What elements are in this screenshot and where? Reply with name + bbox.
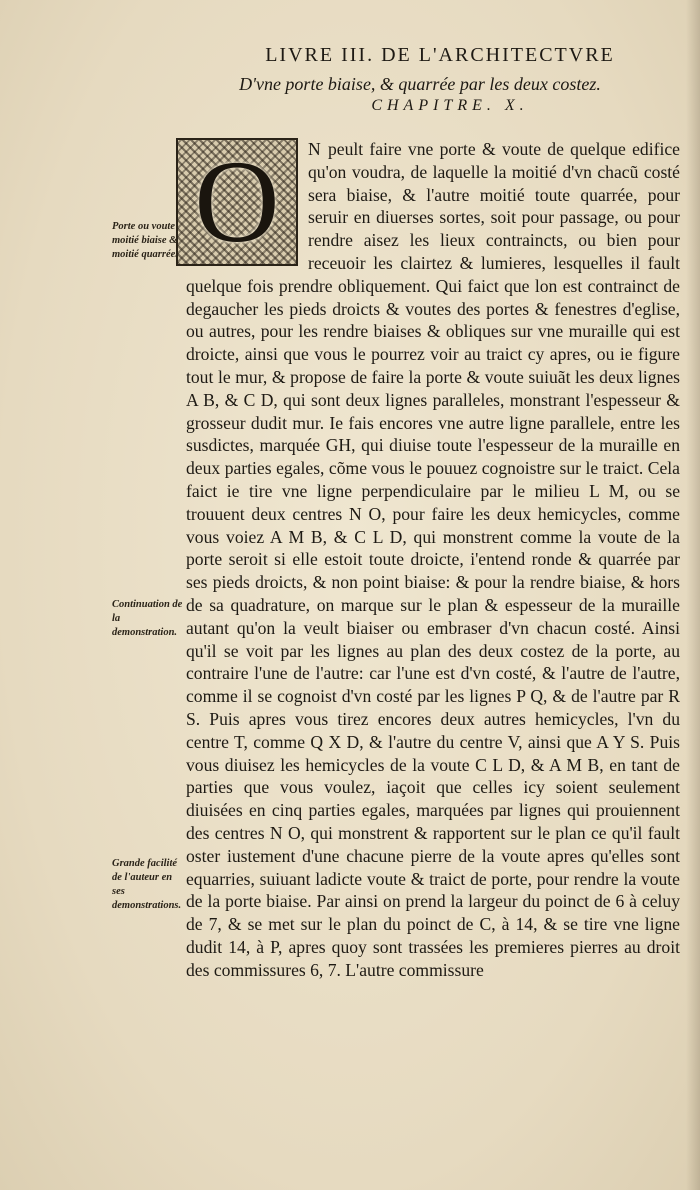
margin-note-1: Porte ou voute moitié biaise & moitié quarrée. — [112, 221, 178, 260]
initial-letter: O — [194, 136, 280, 267]
margin-note-3: Grande facilité de l'auteur en ses demonstrations. — [112, 858, 182, 911]
paragraph-text: peult faire vne porte & voute de quelque edifice qu'on voudra, de laquelle la moitié d'vn chacũ costé sera biaise, & l'autre moitié toute quarrée, pour seruir en diuerses sortes, soit pour passage, ou pour rendre aisez les lieux contraincts, ou bien pour receuoir les clairtez & lumieres, lesquelles il fault quelque fois prendre obliquement. Qui faict que lon est contrainct de degaucher les pieds droicts & voutes des portes & fenestres d'eglise, ou autres, pour les rendre biaises & obliques sur vne muraille qui est droicte, ainsi que vous le pourrez voir au traict cy apres, ou ie figure tout le mur, & propose de faire la porte & voute suiuãt les deux lignes A B, & C D, qui sont deux lignes paralleles, monstrant l'espesseur & grosseur dudit mur. Ie fais encores vne autre ligne parallele, entre les susdictes, marquée GH, qui diuise toute l'espesseur de la muraille en deux parties egales, cõme vous le pouuez cognoistre sur le traict. Cela faict ie tire vne ligne perpendiculaire par le milieu L M, ou se trouuent deux centres N O, pour faire les deux hemicycles, comme vous voiez A M B, & C L D, qui monstrent comme la voute de la porte seroit si elle estoit toute droicte, i'entend ronde & quarrée par ses pieds droicts, & non point biaise: & pour la rendre biaise, & hors de sa quadrature, on marque sur le plan & espesseur de la muraille autant qu'on la veult biaiser ou embraser d'vn chacun costé. Ainsi qu'il se voit par les lignes au plan des deux costez de la porte, au contraire l'une de l'autre: car l'une est d'vn costé, & l'autre de l'autre, comme il se cognoist d'vn costé par les lignes P Q, & de l'autre par R S. Puis apres vous tirez encores deux autres hemicycles, l'vn du centre T, comme Q X D, & l'autre du centre V, ainsi que A Y S. Puis vous diuisez les hemicycles de la voute C L D, & A M B, en tant de parties que vous voulez, iaçoit que celles icy soient seulement diuisées en cinq parties egales, marquées par lignes qui prouiennent des centres N O, qui monstrent & rapportent sur le plan ce qu'il fault oster iustement d'une chacune pierre de la voute apres qu'elles sont equarries, suiuant ladicte voute & traict de porte, pour rendre la voute de la porte biaise. Par ainsi on prend la largeur du poinct de 6 à celuy de 7, & se met sur le plan du poinct de C, à 14, & se tire vne ligne dudit 14, à P, apres quoy sont trassées les premieres pierres au droit des commissures 6, 7. L'autre commissure — [186, 139, 680, 980]
body-text — [186, 138, 680, 981]
margin-note-2: Continuation de la demonstration. — [112, 599, 183, 638]
running-head: LIVRE III. DE L'ARCHITECTVRE — [265, 44, 615, 66]
first-word: N — [308, 139, 322, 159]
chapter-number: CHAPITRE. X. — [371, 97, 529, 114]
chapter-subtitle: D'vne porte biaise, & quarrée par les deux costez. — [239, 74, 601, 94]
page-gutter — [686, 0, 700, 1190]
